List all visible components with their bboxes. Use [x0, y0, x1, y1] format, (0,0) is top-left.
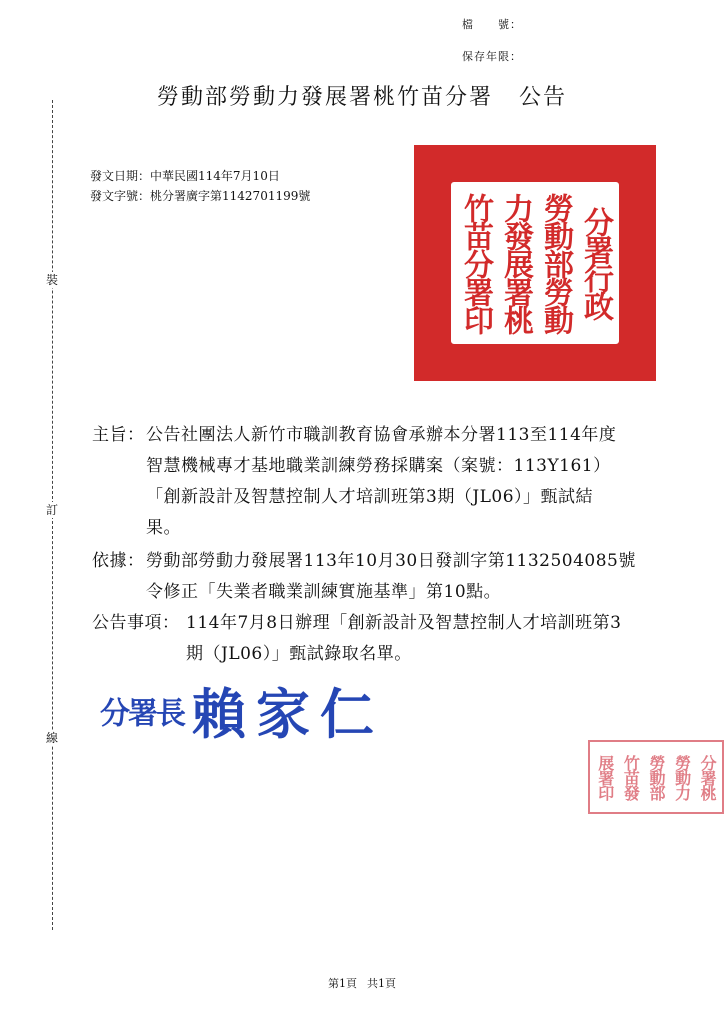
subject-line-4: 果。 [146, 518, 181, 538]
small-seal-text-column: 竹苗發 [621, 754, 641, 800]
file-number-field [462, 16, 522, 32]
basis-line-2: 令修正「失業者職業訓練實施基準」第10點。 [146, 582, 502, 602]
small-seal-text-column: 勞動力 [672, 754, 692, 800]
issue-date-label: 發文日期： [90, 169, 151, 183]
issue-date [90, 166, 280, 186]
retention-period-label: 保存年限： [462, 50, 522, 63]
subject-line-3: 「創新設計及智慧控制人才培訓班第3期（JL06）」甄試結 [146, 487, 594, 507]
issue-number-label: 發文字號： [90, 189, 151, 203]
seal-text-column: 勞動部勞動 [538, 193, 573, 333]
page-footer [0, 975, 724, 991]
notice-label: 公告事項： [92, 613, 180, 633]
page-number: 第1頁 [328, 977, 357, 990]
basis-label: 依據： [92, 551, 145, 571]
small-seal-text-column: 勞動部 [646, 754, 666, 800]
seal-text-column: 力發展署桃 [498, 193, 533, 333]
official-seal-large [414, 145, 656, 381]
seal-inner-frame [448, 179, 622, 347]
small-seal-text-column: 分署桃 [698, 754, 718, 800]
issue-number-value: 桃分署廣字第1142701199號 [150, 189, 311, 203]
subject-line-1: 公告社團法人新竹市職訓教育協會承辦本分署113至114年度 [146, 425, 617, 445]
retention-period-field [462, 48, 522, 64]
seal-text-column: 分署行政 [578, 207, 613, 319]
official-seal-small [588, 740, 724, 814]
notice-line-2: 期（JL06）」甄試錄取名單。 [186, 644, 412, 664]
binding-char-xian: 線 [45, 731, 58, 745]
notice-line-1: 114年7月8日辦理「創新設計及智慧控制人才培訓班第3 [186, 613, 622, 633]
agency-name: 勞動部勞動力發展署桃竹苗分署 [156, 85, 493, 110]
seal-text-column: 竹苗分署印 [458, 193, 493, 333]
small-seal-text-column: 展署印 [595, 754, 615, 800]
file-number-label: 檔 號： [462, 18, 522, 31]
subject-line-2: 智慧機械專才基地職業訓練勞務採購案（案號：113Y161） [146, 456, 611, 476]
binding-char-zhuang: 裝 [45, 273, 58, 287]
document-type: 公告 [519, 85, 568, 110]
signature-title: 分署長 [100, 696, 184, 732]
director-signature-stamp [100, 672, 384, 749]
signature-name: 賴家仁 [192, 683, 384, 746]
page-total: 共1頁 [367, 977, 396, 990]
subject-label: 主旨： [92, 425, 145, 445]
binding-char-ding: 訂 [45, 503, 58, 517]
issue-number [90, 186, 310, 206]
page-title [0, 80, 724, 111]
basis-line-1: 勞動部勞動力發展署113年10月30日發訓字第1132504085號 [146, 551, 636, 571]
issue-date-value: 中華民國114年7月10日 [150, 169, 280, 183]
